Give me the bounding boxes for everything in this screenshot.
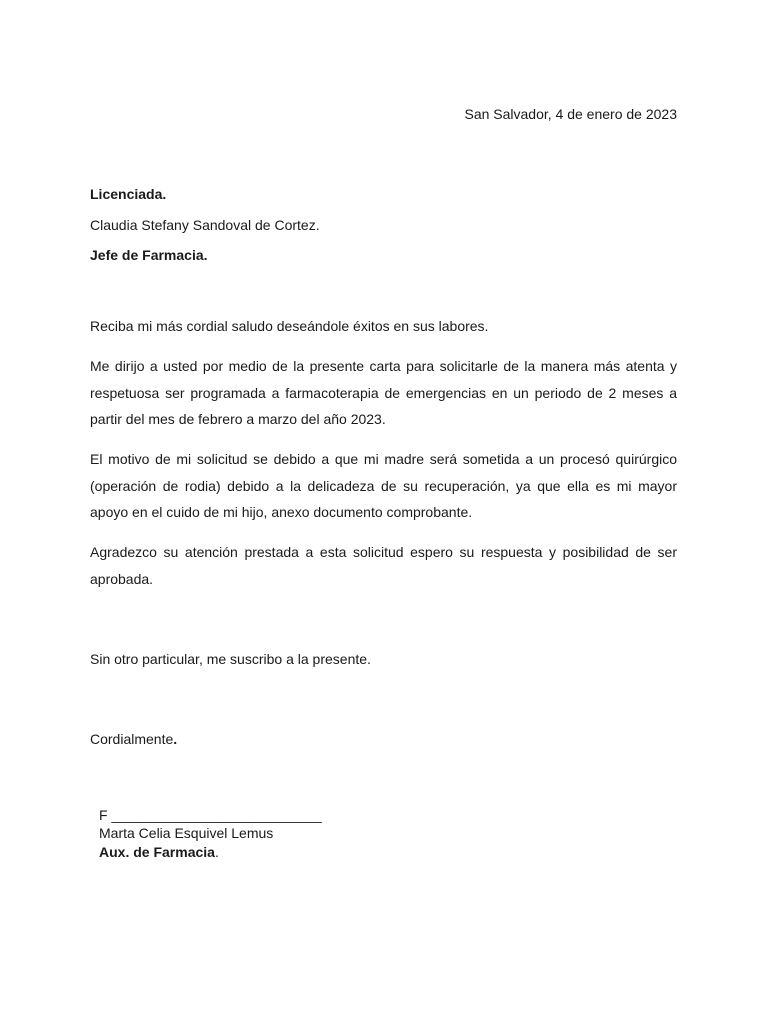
signature-line: F ___________________________ bbox=[99, 807, 322, 823]
closing-line: Sin otro particular, me suscribo a la presente. bbox=[90, 651, 371, 667]
recipient-name: Claudia Stefany Sandoval de Cortez. bbox=[90, 217, 320, 233]
signer-position bbox=[99, 843, 219, 861]
signer-position-text: Aux. de Farmacia bbox=[99, 844, 215, 860]
body-paragraph-reason: El motivo de mi solicitud se debido a que mi madre será sometida a un procesó quirúrgico (operación de rodia) debido a la delicadeza de su recuperación, ya que ella es mi mayor apoyo en el cuido de mi hijo, anexo documento comprobante. bbox=[90, 451, 677, 520]
recipient-position: Jefe de Farmacia. bbox=[90, 247, 208, 263]
recipient-title: Licenciada. bbox=[90, 186, 167, 202]
farewell-period: . bbox=[173, 731, 178, 747]
body-paragraph-thanks: Agradezco su atención prestada a esta solicitud espero su respuesta y posibilidad de ser aprobada. bbox=[90, 544, 677, 587]
greeting-paragraph: Reciba mi más cordial saludo deseándole éxitos en sus labores. bbox=[90, 318, 489, 334]
signer-position-period: . bbox=[214, 844, 219, 860]
farewell-text: Cordialmente bbox=[90, 731, 174, 747]
body-paragraph-request: Me dirijo a usted por medio de la presente carta para solicitarle de la manera más atenta y respetuosa ser programada a farmacoterapia de emergencias en un periodo de 2 meses a partir del mes de febrero a marzo del año 2023. bbox=[90, 358, 677, 427]
signer-name: Marta Celia Esquivel Lemus bbox=[99, 825, 274, 841]
date-line: San Salvador, 4 de enero de 2023 bbox=[464, 106, 677, 122]
farewell bbox=[90, 730, 177, 748]
